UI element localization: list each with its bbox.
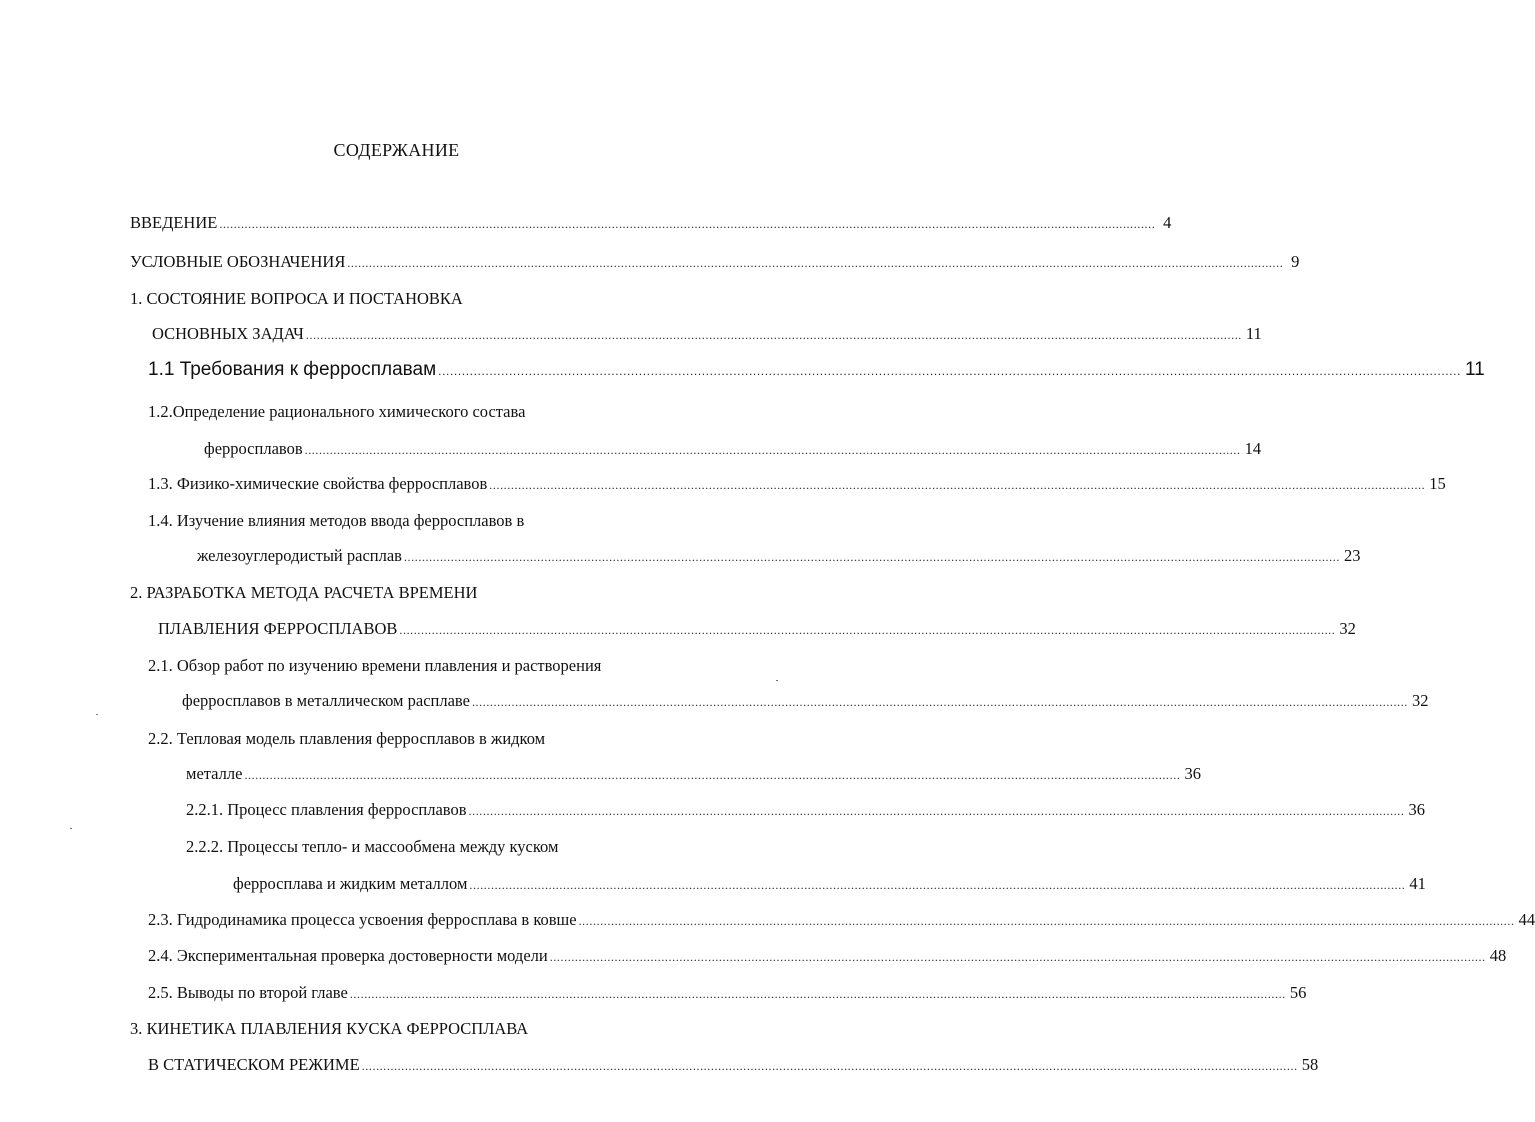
dot-leader: .................................................................................................................................................................................................................................................................... bbox=[244, 768, 1181, 782]
dot-leader: .................................................................................................................................................................................................................................................................... bbox=[399, 623, 1336, 637]
scan-speck bbox=[70, 828, 72, 829]
dot-leader: .................................................................................................................................................................................................................................................................... bbox=[549, 950, 1486, 964]
toc-entry-page: 32 bbox=[1411, 691, 1429, 710]
dot-leader: .................................................................................................................................................................................................................................................................... bbox=[403, 550, 1340, 564]
dot-leader: .................................................................................................................................................................................................................................................................... bbox=[468, 804, 1405, 818]
toc-entry bbox=[186, 836, 558, 858]
toc-entry bbox=[148, 909, 1535, 932]
toc-entry-text: 3. КИНЕТИКА ПЛАВЛЕНИЯ КУСКА ФЕРРОСПЛАВА bbox=[130, 1019, 529, 1038]
toc-entry bbox=[148, 401, 525, 423]
dot-leader: .................................................................................................................................................................................................................................................................... bbox=[347, 256, 1284, 270]
toc-entry-page: 56 bbox=[1289, 983, 1307, 1002]
toc-entry-page: 4 bbox=[1163, 213, 1172, 232]
toc-entry-text: 1.1 Требования к ферросплавам bbox=[148, 359, 437, 380]
toc-entry-text: 2.2.2. Процессы тепло- и массообмена между куском bbox=[186, 837, 559, 856]
toc-entry bbox=[186, 763, 1201, 786]
toc-entry-text: 2.3. Гидродинамика процесса усвоения ферросплава в ковше bbox=[148, 910, 577, 929]
toc-entry-page: 11 bbox=[1465, 359, 1485, 380]
toc-entry-text: ферросплавов в металлическом расплаве bbox=[182, 691, 470, 710]
toc-entry bbox=[130, 251, 1300, 274]
dot-leader: .................................................................................................................................................................................................................................................................... bbox=[361, 1059, 1298, 1073]
toc-entry-text: 2.4. Экспериментальная проверка достоверности модели bbox=[148, 946, 548, 965]
toc-entry-page: 44 bbox=[1518, 910, 1535, 929]
dot-leader: .................................................................................................................................................................................................................................................................... bbox=[304, 443, 1241, 457]
toc-entry-page: 11 bbox=[1245, 324, 1262, 343]
dot-leader: .................................................................................................................................................................................................................................................................... bbox=[438, 364, 1462, 378]
toc-entry-text: 2.5. Выводы по второй главе bbox=[148, 983, 348, 1002]
toc-entry bbox=[148, 982, 1307, 1005]
toc-entry-text: УСЛОВНЫЕ ОБОЗНАЧЕНИЯ bbox=[130, 252, 346, 271]
toc-entry-page: 15 bbox=[1429, 474, 1446, 493]
toc-entry-text: ПЛАВЛЕНИЯ ФЕРРОСПЛАВОВ bbox=[158, 619, 398, 638]
toc-entry-text: 1.3. Физико-химические свойства ферросплавов bbox=[148, 474, 488, 493]
toc-entry-text: 2.2.1. Процесс плавления ферросплавов bbox=[186, 800, 467, 819]
toc-entry bbox=[130, 582, 477, 604]
toc-entry bbox=[148, 510, 524, 532]
dot-leader: .................................................................................................................................................................................................................................................................... bbox=[469, 878, 1406, 892]
toc-entry-page: 23 bbox=[1343, 546, 1361, 565]
toc-entry bbox=[197, 545, 1361, 568]
scan-speck bbox=[96, 714, 98, 715]
toc-entry-text: 2.1. Обзор работ по изучению времени плавления и растворения bbox=[148, 656, 602, 675]
toc-entry-text: 2. РАЗРАБОТКА МЕТОДА РАСЧЕТА ВРЕМЕНИ bbox=[130, 583, 478, 602]
toc-entry-text: металле bbox=[186, 764, 243, 783]
toc-entry-text: ВВЕДЕНИЕ bbox=[130, 213, 218, 232]
toc-entry-text: ферросплава и жидким металлом bbox=[233, 874, 468, 893]
toc-entry bbox=[130, 288, 463, 310]
scan-speck bbox=[776, 680, 778, 681]
toc-entry bbox=[148, 728, 545, 750]
toc-entry bbox=[130, 212, 1172, 235]
dot-leader: .................................................................................................................................................................................................................................................................... bbox=[471, 695, 1408, 709]
toc-entry-page: 36 bbox=[1408, 800, 1425, 819]
toc-entry-page: 9 bbox=[1291, 252, 1300, 271]
toc-entry-text: железоуглеродистый расплав bbox=[197, 546, 402, 565]
toc-entry-page: 58 bbox=[1301, 1055, 1319, 1074]
dot-leader: .................................................................................................................................................................................................................................................................... bbox=[349, 987, 1286, 1001]
page-title: СОДЕРЖАНИЕ bbox=[333, 140, 460, 160]
toc-entry bbox=[148, 1054, 1319, 1077]
dot-leader: .................................................................................................................................................................................................................................................................... bbox=[578, 914, 1515, 928]
toc-entry bbox=[148, 945, 1507, 968]
toc-entry-page: 36 bbox=[1184, 764, 1201, 783]
toc-entry bbox=[182, 690, 1429, 713]
toc-entry bbox=[148, 359, 1485, 382]
toc-entry bbox=[233, 873, 1426, 896]
toc-entry-text: 2.2. Тепловая модель плавления ферросплавов в жидком bbox=[148, 729, 546, 748]
toc-entry bbox=[158, 618, 1356, 641]
toc-entry bbox=[148, 473, 1446, 496]
toc-entry bbox=[152, 323, 1262, 346]
toc-entry-page: 48 bbox=[1489, 946, 1507, 965]
toc-entry-page: 14 bbox=[1244, 439, 1262, 458]
toc-entry-text: 1.4. Изучение влияния методов ввода ферросплавов в bbox=[148, 511, 525, 530]
toc-entry-text: 1. СОСТОЯНИЕ ВОПРОСА И ПОСТАНОВКА bbox=[130, 289, 463, 308]
toc-entry-text: 1.2.Определение рационального химического состава bbox=[148, 402, 526, 421]
dot-leader: .................................................................................................................................................................................................................................................................... bbox=[489, 478, 1426, 492]
dot-leader: .................................................................................................................................................................................................................................................................... bbox=[305, 328, 1242, 342]
toc-entry-text: В СТАТИЧЕСКОМ РЕЖИМЕ bbox=[148, 1055, 360, 1074]
toc-entry-text: ОСНОВНЫХ ЗАДАЧ bbox=[152, 324, 304, 343]
toc-entry bbox=[148, 655, 601, 677]
toc-entry-page: 32 bbox=[1339, 619, 1356, 638]
toc-entry-text: ферросплавов bbox=[204, 439, 303, 458]
dot-leader: .................................................................................................................................................................................................................................................................... bbox=[219, 217, 1156, 231]
toc-entry bbox=[204, 438, 1262, 461]
toc-entry bbox=[186, 799, 1425, 822]
toc-entry-page: 41 bbox=[1409, 874, 1426, 893]
toc-entry bbox=[130, 1018, 528, 1040]
